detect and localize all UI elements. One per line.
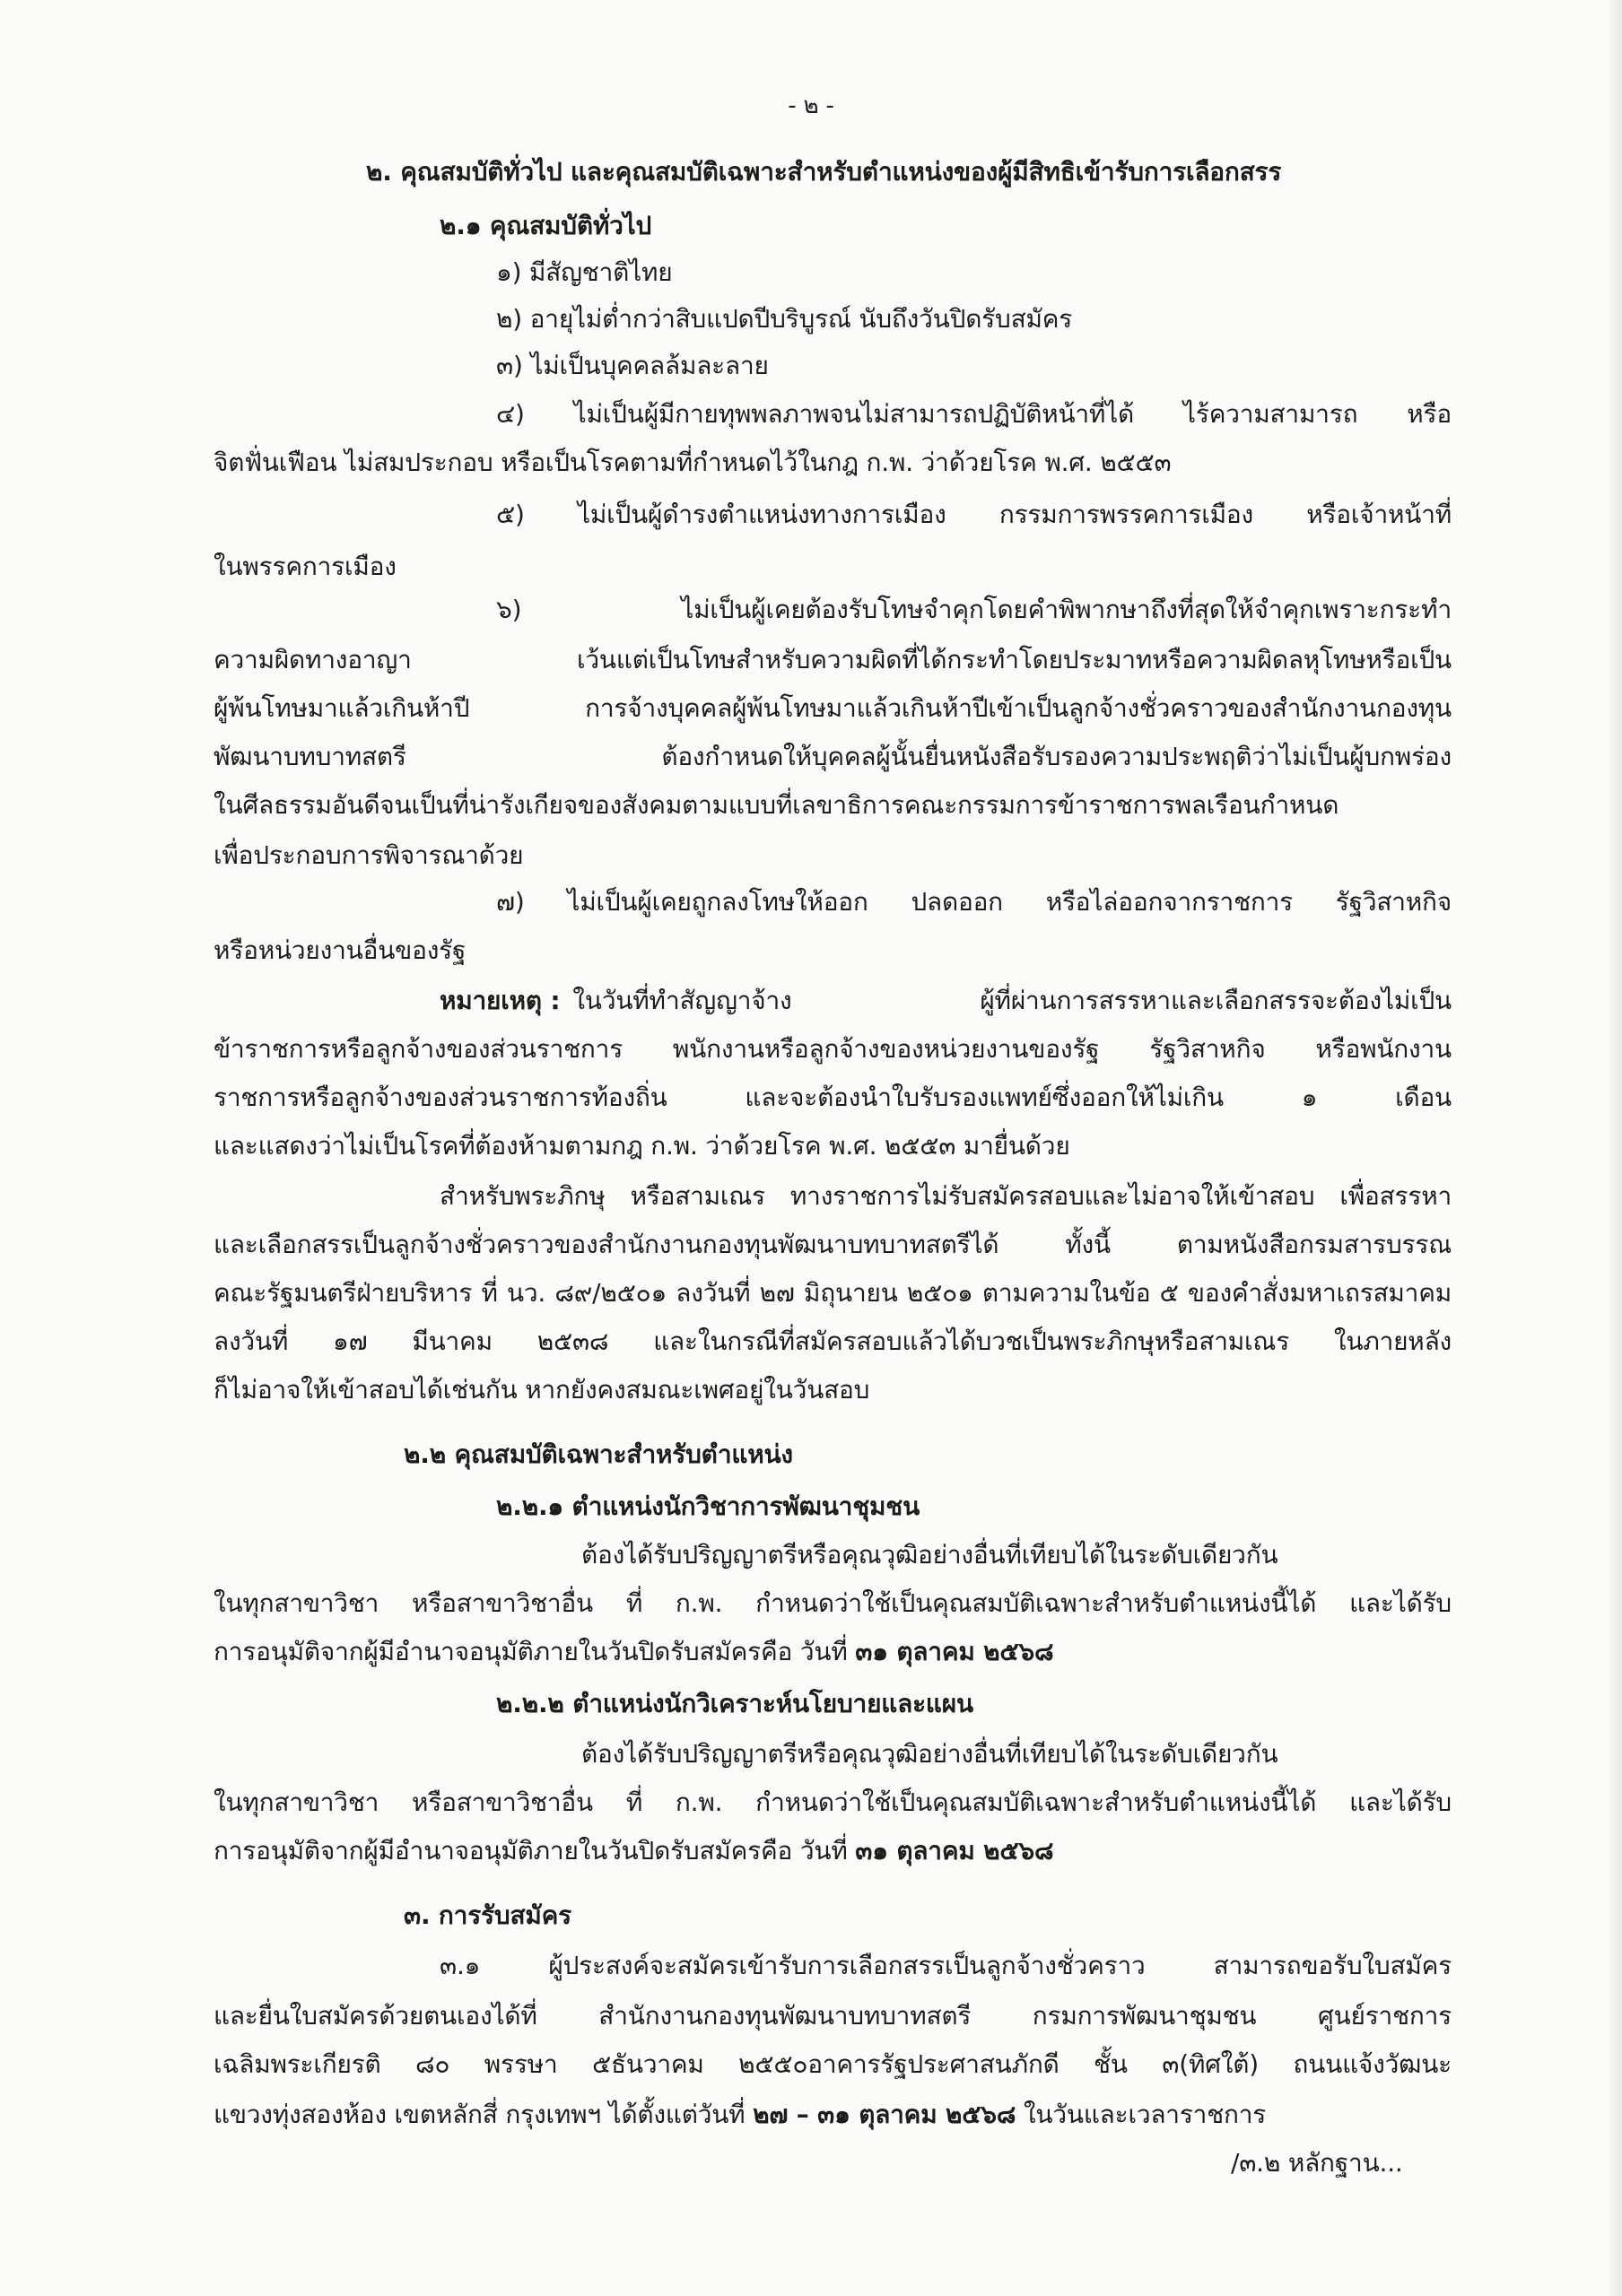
qualification-item-5-line-2: ในพรรคการเมือง	[214, 552, 397, 581]
qualification-item-6-line-6: เพื่อประกอบการพิจารณาด้วย	[214, 840, 524, 870]
application-line-3: เฉลิมพระเกียรติ ๘๐ พรรษา ๕ธันวาคม ๒๕๕๐อาคารรัฐประศาสนภักดี ชั้น ๓(ทิศใต้) ถนนแจ้งวัฒนะ	[214, 2049, 1452, 2079]
qualification-item-5-line-1: ๕) ไม่เป็นผู้ดำรงตำแหน่งทางการเมือง กรรมการพรรคการเมือง หรือเจ้าหน้าที่	[496, 500, 1452, 529]
application-line-2: และยื่นใบสมัครด้วยตนเองได้ที่ สำนักงานกองทุนพัฒนาบทบาทสตรี กรมการพัฒนาชุมชน ศูนย์ราชการ	[214, 2001, 1452, 2031]
page-number: - ๒ -	[788, 92, 834, 119]
position-2-line-2: ในทุกสาขาวิชา หรือสาขาวิชาอื่น ที่ ก.พ. กำหนดว่าใช้เป็นคุณสมบัติเฉพาะสำหรับตำแหน่งนี้ได้ และได้รับ	[214, 1787, 1452, 1817]
section-2-1-heading: ๒.๑ คุณสมบัติทั่วไป	[440, 211, 652, 240]
monk-line-3: คณะรัฐมนตรีฝ่ายบริหาร ที่ นว. ๘๙/๒๕๐๑ ลงวันที่ ๒๗ มิถุนายน ๒๕๐๑ ตามความในข้อ ๕ ของคำสั่งมหาเถรสมาคม	[214, 1278, 1452, 1308]
position-1-line-1: ต้องได้รับปริญญาตรีหรือคุณวุฒิอย่างอื่นที่เทียบได้ในระดับเดียวกัน	[581, 1540, 1278, 1570]
qualification-item-6-line-1: ๖) ไม่เป็นผู้เคยต้องรับโทษจำคุกโดยคำพิพากษาถึงที่สุดให้จำคุกเพราะกระทำ	[496, 595, 1452, 624]
qualification-item-4-line-2: จิตฟั่นเฟือน ไม่สมประกอบ หรือเป็นโรคตามที่กำหนดไว้ในกฎ ก.พ. ว่าด้วยโรค พ.ศ. ๒๕๕๓	[214, 448, 1172, 477]
qualification-item-2: ๒) อายุไม่ต่ำกว่าสิบแปดปีบริบูรณ์ นับถึงวันปิดรับสมัคร	[496, 304, 1073, 334]
position-1-line-3	[214, 1634, 1053, 1670]
note-line-2: ข้าราชการหรือลูกจ้างของส่วนราชการ พนักงานหรือลูกจ้างของหน่วยงานของรัฐ รัฐวิสาหกิจ หรือพนักงาน	[214, 1034, 1452, 1064]
application-line-4	[214, 2097, 1266, 2133]
position-1-heading: ๒.๒.๑ ตำแหน่งนักวิชาการพัฒนาชุมชน	[496, 1492, 920, 1521]
note-text: ในวันที่ทำสัญญาจ้าง ผู้ที่ผ่านการสรรหาและเลือกสรรจะต้องไม่เป็น	[572, 986, 1452, 1015]
position-2-line-3-text: การอนุมัติจากผู้มีอำนาจอนุมัติภายในวันปิดรับสมัครคือ วันที่	[214, 1836, 848, 1866]
position-1-line-2: ในทุกสาขาวิชา หรือสาขาวิชาอื่น ที่ ก.พ. กำหนดว่าใช้เป็นคุณสมบัติเฉพาะสำหรับตำแหน่งนี้ได้ และได้รับ	[214, 1588, 1452, 1618]
qualification-item-7-line-1: ๗) ไม่เป็นผู้เคยถูกลงโทษให้ออก ปลดออก หรือไล่ออกจากราชการ รัฐวิสาหกิจ	[496, 887, 1452, 917]
qualification-item-4-line-1: ๔) ไม่เป็นผู้มีกายทุพพลภาพจนไม่สามารถปฏิบัติหน้าที่ได้ ไร้ความสามารถ หรือ	[496, 399, 1452, 429]
section-2-heading: ๒. คุณสมบัติทั่วไป และคุณสมบัติเฉพาะสำหรับตำแหน่งของผู้มีสิทธิเข้ารับการเลือกสรร	[366, 157, 1282, 187]
continuation-marker: /๓.๒ หลักฐาน...	[1231, 2148, 1403, 2178]
qualification-item-6-line-4: พัฒนาบทบาทสตรี ต้องกำหนดให้บุคคลผู้นั้นยื่นหนังสือรับรองความประพฤติว่าไม่เป็นผู้บกพร่อง	[214, 742, 1452, 771]
monk-line-4: ลงวันที่ ๑๗ มีนาคม ๒๕๓๘ และในกรณีที่สมัครสอบแล้วได้บวชเป็นพระภิกษุหรือสามเณร ในภายหลัง	[214, 1326, 1452, 1356]
qualification-item-3: ๓) ไม่เป็นบุคคลล้มละลาย	[496, 351, 769, 380]
qualification-item-7-line-2: หรือหน่วยงานอื่นของรัฐ	[214, 935, 467, 965]
qualification-item-1: ๑) มีสัญชาติไทย	[496, 257, 673, 287]
position-2-line-3	[214, 1833, 1053, 1869]
position-1-line-3-text: การอนุมัติจากผู้มีอำนาจอนุมัติภายในวันปิดรับสมัครคือ วันที่	[214, 1637, 848, 1666]
qualification-item-6-line-5: ในศีลธรรมอันดีจนเป็นที่น่ารังเกียจของสังคมตามแบบที่เลขาธิการคณะกรรมการข้าราชการพลเรือนกำหนด	[214, 790, 1339, 820]
application-line-4-text: แขวงทุ่งสองห้อง เขตหลักสี่ กรุงเทพฯ ได้ตั้งแต่วันที่	[214, 2100, 746, 2129]
application-line-1: ๓.๑ ผู้ประสงค์จะสมัครเข้ารับการเลือกสรรเป็นลูกจ้างชั่วคราว สามารถขอรับใบสมัคร	[440, 1951, 1452, 1980]
position-2-line-1: ต้องได้รับปริญญาตรีหรือคุณวุฒิอย่างอื่นที่เทียบได้ในระดับเดียวกัน	[581, 1739, 1278, 1769]
monk-line-2: และเลือกสรรเป็นลูกจ้างชั่วคราวของสำนักงานกองทุนพัฒนาบทบาทสตรีได้ ทั้งนี้ ตามหนังสือกรมสารบรรณ	[214, 1230, 1452, 1259]
monk-line-5: ก็ไม่อาจให้เข้าสอบได้เช่นกัน หากยังคงสมณะเพศอยู่ในวันสอบ	[214, 1375, 870, 1405]
note-line-4: และแสดงว่าไม่เป็นโรคที่ต้องห้ามตามกฎ ก.พ. ว่าด้วยโรค พ.ศ. ๒๕๕๓ มายื่นด้วย	[214, 1131, 1070, 1161]
section-2-2-heading: ๒.๒ คุณสมบัติเฉพาะสำหรับตำแหน่ง	[404, 1439, 793, 1469]
scan-edge-shadow	[1609, 0, 1622, 2296]
application-dates: ๒๗ – ๓๑ ตุลาคม ๒๕๖๘	[753, 2100, 1016, 2129]
note-label: หมายเหตุ :	[440, 986, 561, 1015]
qualification-item-6-line-2: ความผิดทางอาญา เว้นแต่เป็นโทษสำหรับความผิดที่ได้กระทำโดยประมาทหรือความผิดลหุโทษหรือเป็น	[214, 645, 1452, 674]
qualification-item-6-line-3: ผู้พ้นโทษมาแล้วเกินห้าปี การจ้างบุคคลผู้พ้นโทษมาแล้วเกินห้าปีเข้าเป็นลูกจ้างชั่วคราวของสำนักงานกองทุน	[214, 693, 1452, 723]
monk-line-1: สำหรับพระภิกษุ หรือสามเณร ทางราชการไม่รับสมัครสอบและไม่อาจให้เข้าสอบ เพื่อสรรหา	[440, 1181, 1452, 1211]
position-1-deadline: ๓๑ ตุลาคม ๒๕๖๘	[855, 1637, 1054, 1666]
application-line-4-tail: ในวันและเวลาราชการ	[1023, 2100, 1267, 2129]
note-line-1	[440, 983, 1452, 1019]
note-line-3: ราชการหรือลูกจ้างของส่วนราชการท้องถิ่น และจะต้องนำใบรับรองแพทย์ซึ่งออกให้ไม่เกิน ๑ เดือน	[214, 1083, 1452, 1112]
position-2-deadline: ๓๑ ตุลาคม ๒๕๖๘	[855, 1836, 1054, 1866]
section-3-heading: ๓. การรับสมัคร	[404, 1900, 571, 1930]
position-2-heading: ๒.๒.๒ ตำแหน่งนักวิเคราะห์นโยบายและแผน	[496, 1689, 973, 1718]
